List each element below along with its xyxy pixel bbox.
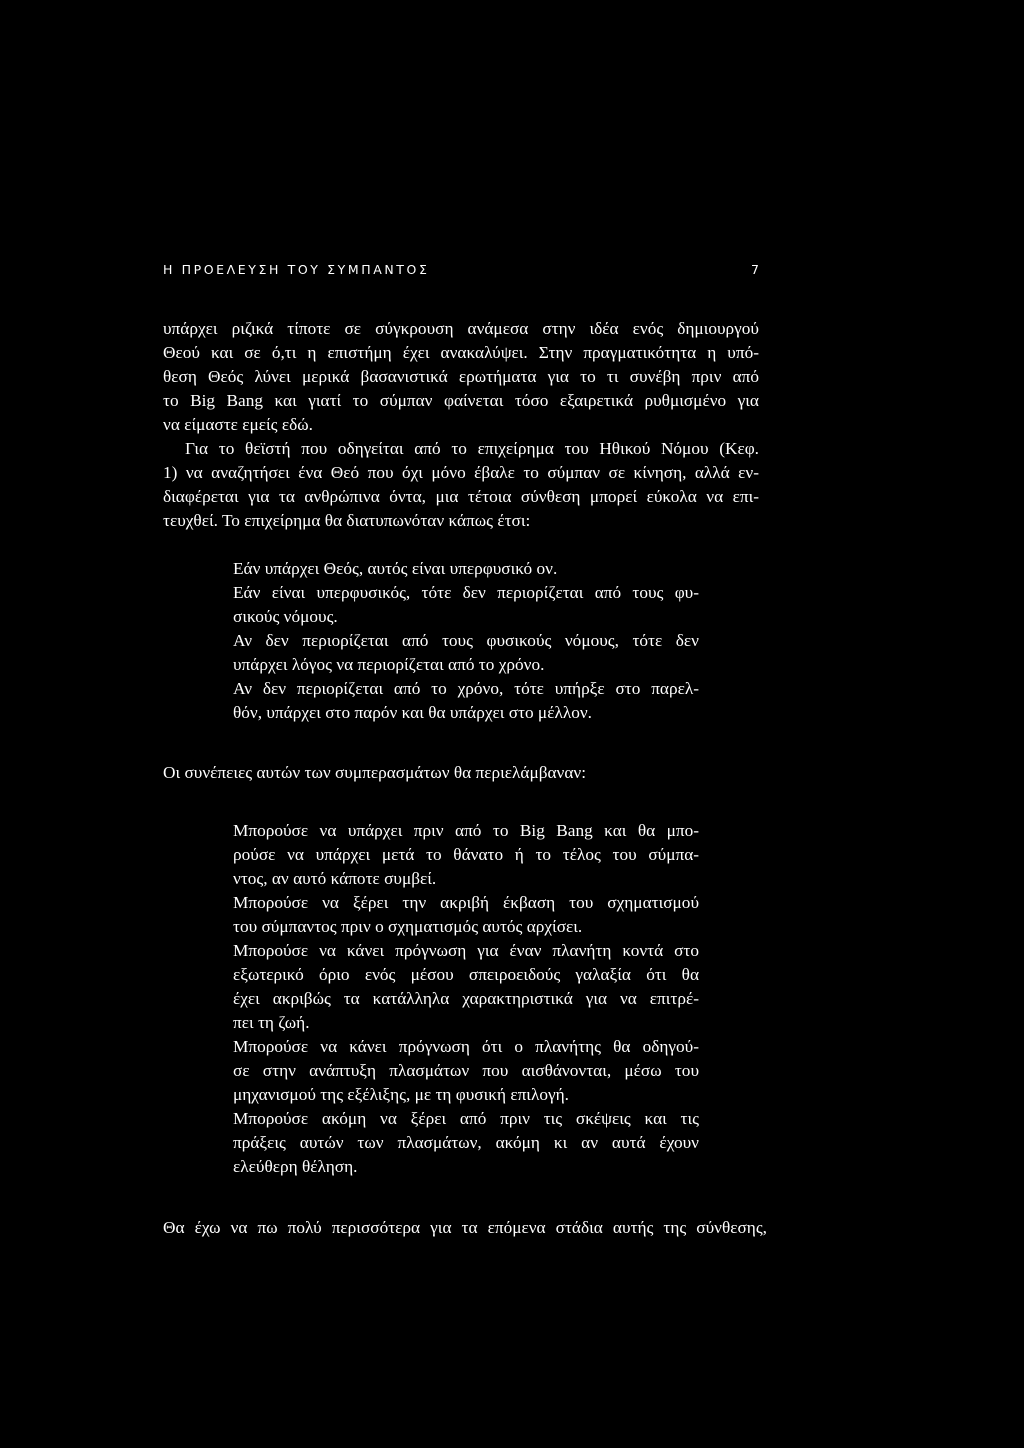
text-line: μηχανισμού της εξέλιξης, με τη φυσική επιλογή.: [233, 1085, 569, 1104]
text-line: πει τη ζωή.: [233, 1013, 310, 1032]
text-line: Θεού και σε ό,τι η επιστήμη έχει ανακαλύψει. Στην πραγματικότητα η υπό-: [163, 343, 759, 362]
text-line: θεση Θεός λύνει μερικά βασανιστικά ερωτήματα για το τι συνέβη πριν από: [163, 367, 759, 386]
text-line: Μπορούσε να ξέρει την ακριβή έκβαση του σχηματισμού: [233, 893, 699, 912]
text-line: εξωτερικό όριο ενός μέσου σπειροειδούς γαλαξία ότι θα: [233, 965, 699, 984]
text-line: διαφέρεται για τα ανθρώπινα όντα, μια τέτοια σύνθεση μπορεί εύκολα να επι-: [163, 487, 759, 506]
text-line: ντος, αν αυτό κάποτε συμβεί.: [233, 869, 437, 888]
text-line: Μπορούσε να κάνει πρόγνωση ότι ο πλανήτης θα οδηγού-: [233, 1037, 699, 1056]
running-title: Η ΠΡΟΕΛΕΥΣΗ ΤΟΥ ΣΥΜΠΑΝΤΟΣ: [163, 262, 430, 277]
text-line: υπάρχει ριζικά τίποτε σε σύγκρουση ανάμεσα στην ιδέα ενός δημιουργού: [163, 319, 759, 338]
text-line: Εάν υπάρχει Θεός, αυτός είναι υπερφυσικό ον.: [233, 559, 558, 578]
text-line: Μπορούσε να κάνει πρόγνωση για έναν πλανήτη κοντά στο: [233, 941, 699, 960]
text-line: το Big Bang και γιατί το σύμπαν φαίνεται τόσο εξαιρετικά ρυθμισμένο για: [163, 391, 759, 410]
text-line: Αν δεν περιορίζεται από τους φυσικούς νόμους, τότε δεν: [233, 631, 699, 650]
text-line: πράξεις αυτών των πλασμάτων, ακόμη κι αν αυτά έχουν: [233, 1133, 699, 1152]
running-header: [163, 262, 759, 280]
text-line: ελεύθερη θέληση.: [233, 1157, 358, 1176]
text-line: του σύμπαντος πριν ο σχηματισμός αυτός αρχίσει.: [233, 917, 583, 936]
text-line: τευχθεί. Το επιχείρημα θα διατυπωνόταν κάπως έτσι:: [163, 511, 531, 530]
text-line: Θα έχω να πω πολύ περισσότερα για τα επόμενα στάδια αυτής της σύνθεσης,: [163, 1218, 767, 1237]
text-line: Για το θεϊστή που οδηγείται από το επιχείρημα του Ηθικού Νόμου (Κεφ.: [185, 439, 759, 458]
text-line: ρούσε να υπάρχει μετά το θάνατο ή το τέλος του σύμπα-: [233, 845, 699, 864]
text-line: Αν δεν περιορίζεται από το χρόνο, τότε υπήρξε στο παρελ-: [233, 679, 699, 698]
text-line: να είμαστε εμείς εδώ.: [163, 415, 313, 434]
text-line: θόν, υπάρχει στο παρόν και θα υπάρχει στο μέλλον.: [233, 703, 592, 722]
text-line: υπάρχει λόγος να περιορίζεται από το χρόνο.: [233, 655, 545, 674]
text-line: Μπορούσε να υπάρχει πριν από το Big Bang και θα μπο-: [233, 821, 699, 840]
text-line: σε στην ανάπτυξη πλασμάτων που αισθάνονται, μέσω του: [233, 1061, 699, 1080]
text-line: Εάν είναι υπερφυσικός, τότε δεν περιορίζεται από τους φυ-: [233, 583, 699, 602]
text-line: 1) να αναζητήσει ένα Θεό που όχι μόνο έβαλε το σύμπαν σε κίνηση, αλλά εν-: [163, 463, 759, 482]
text-line: σικούς νόμους.: [233, 607, 338, 626]
text-line: Μπορούσε ακόμη να ξέρει από πριν τις σκέψεις και τις: [233, 1109, 699, 1128]
page-number: 7: [751, 262, 759, 277]
text-line: Οι συνέπειες αυτών των συμπερασμάτων θα περιελάμβαναν:: [163, 763, 587, 782]
text-line: έχει ακριβώς τα κατάλληλα χαρακτηριστικά για να επιτρέ-: [233, 989, 699, 1008]
